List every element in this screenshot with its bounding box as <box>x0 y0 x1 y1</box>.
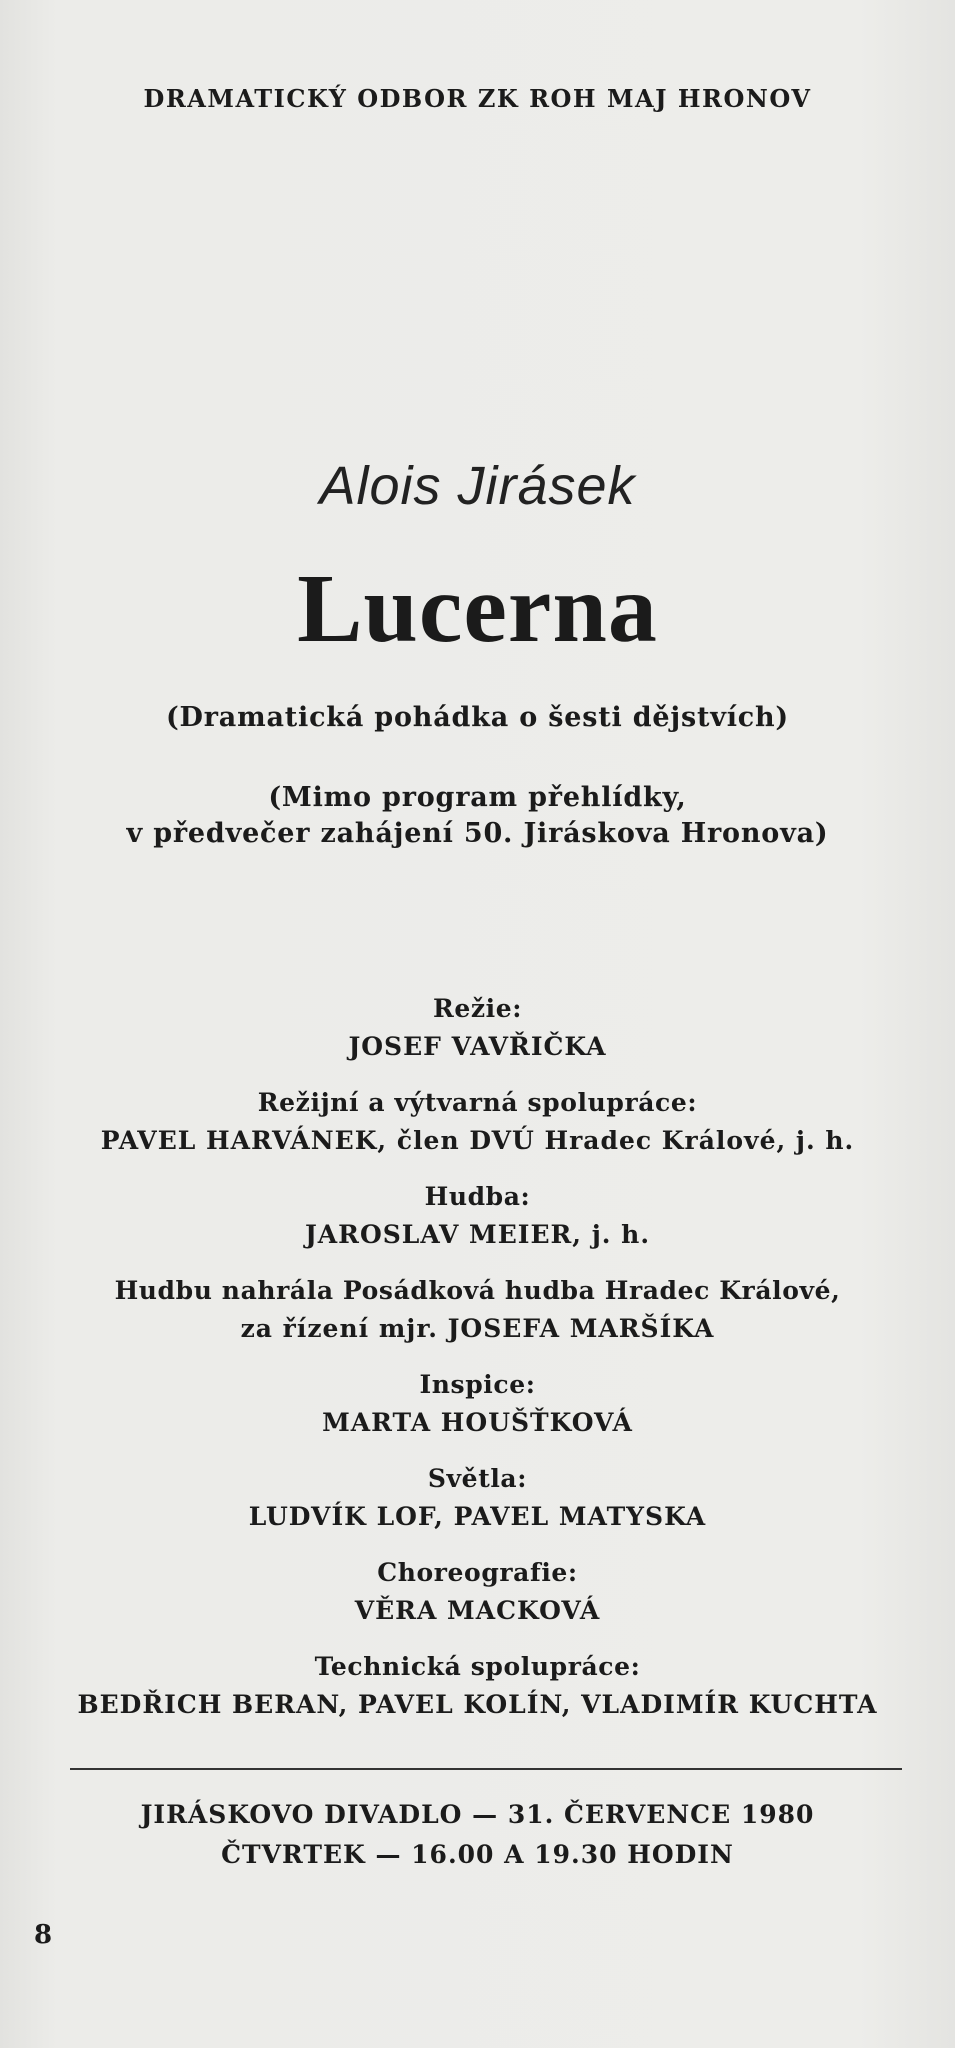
play-title: Lucerna <box>297 555 658 663</box>
credit-music <box>0 1178 955 1254</box>
program-note-line-2: v předvečer zahájení 50. Jiráskova Hronova) <box>126 818 829 849</box>
credit-role: Hudba: <box>424 1182 531 1211</box>
organizer-header: DRAMATICKÝ ODBOR ZK ROH MAJ HRONOV <box>143 84 812 113</box>
credit-role: Režie: <box>432 994 523 1023</box>
credit-role: Technická spolupráce: <box>314 1652 641 1681</box>
credit-role: Choreografie: <box>377 1558 578 1587</box>
credits-list <box>0 990 955 1742</box>
credit-music-recording <box>0 1272 955 1348</box>
credit-name: MARTA HOUŠŤKOVÁ <box>322 1408 633 1437</box>
credit-lighting <box>0 1460 955 1536</box>
credit-role: Světla: <box>427 1464 528 1493</box>
credit-name: JAROSLAV MEIER, j. h. <box>304 1220 651 1249</box>
credit-name: VĚRA MACKOVÁ <box>354 1596 601 1625</box>
credit-directing <box>0 990 955 1066</box>
divider-rule <box>70 1768 902 1770</box>
credit-name: LUDVÍK LOF, PAVEL MATYSKA <box>248 1502 707 1531</box>
credit-assistant-direction <box>0 1084 955 1160</box>
venue-date-line: JIRÁSKOVO DIVADLO — 31. ČERVENCE 1980 <box>140 1800 815 1829</box>
credit-stage-management <box>0 1366 955 1442</box>
credit-name: PAVEL HARVÁNEK, člen DVÚ Hradec Králové, j. h. <box>100 1126 855 1155</box>
credit-technical <box>0 1648 955 1724</box>
credit-role: Režijní a výtvarná spolupráce: <box>257 1088 698 1117</box>
credit-name: BEDŘICH BERAN, PAVEL KOLÍN, VLADIMÍR KUCHTA <box>77 1690 878 1719</box>
day-time-line: ČTVRTEK — 16.00 A 19.30 HODIN <box>221 1840 734 1869</box>
credit-choreography <box>0 1554 955 1630</box>
credit-role: Inspice: <box>419 1370 536 1399</box>
page-number: 8 <box>34 1920 53 1950</box>
play-subtitle: (Dramatická pohádka o šesti dějstvích) <box>165 702 790 733</box>
program-note-line-1: (Mimo program přehlídky, <box>268 782 687 813</box>
credit-role: Hudbu nahrála Posádková hudba Hradec Králové, <box>114 1276 841 1305</box>
credit-name: za řízení mjr. JOSEFA MARŠÍKA <box>240 1314 715 1343</box>
author-name: Alois Jirásek <box>319 456 636 516</box>
credit-name: JOSEF VAVŘIČKA <box>348 1032 607 1061</box>
